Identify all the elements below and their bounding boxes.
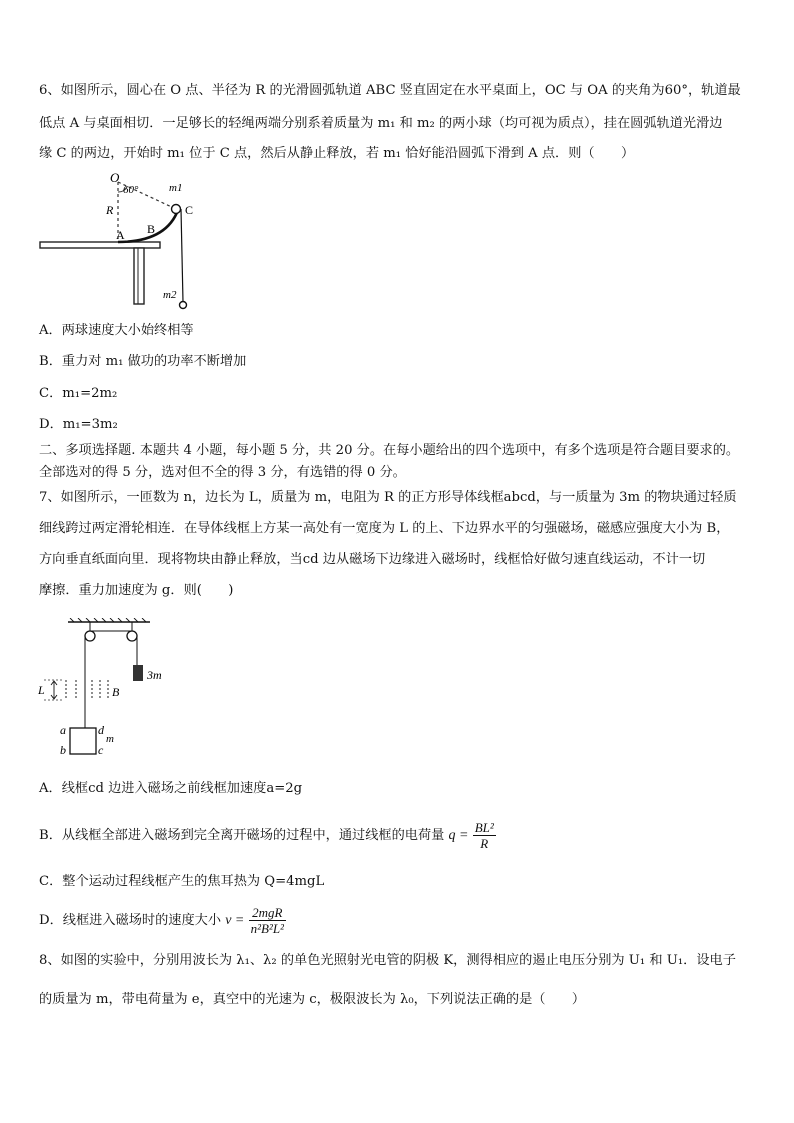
table-top — [40, 242, 160, 248]
q6-line-2: 低点 A 与桌面相切．一足够长的轻绳两端分别系着质量为 m₁ 和 m₂ 的两小球（均可视为质点），挂在圆弧轨道光滑边 — [39, 116, 723, 131]
q7-option-d-fraction — [249, 905, 286, 936]
label-L: L — [38, 683, 45, 697]
label-c: c — [98, 743, 104, 757]
ball-m2 — [180, 302, 187, 309]
label-C: C — [185, 203, 194, 217]
block-3m — [133, 665, 143, 681]
q7-line-2: 细线跨过两定滑轮相连．在导体线框上方某一高处有一宽度为 L 的上、下边界水平的匀强磁场，磁感应强度大小为 B， — [39, 521, 730, 536]
section2-line-1: 二、多项选择题. 本题共 4 小题，每小题 5 分，共 20 分。在每小题给出的四个选项中，有多个选项是符合题目要求的。 — [39, 443, 740, 458]
q7-option-b-fraction — [473, 820, 496, 851]
q7-option-b-lhs: q = — [448, 828, 469, 843]
q8-line-2: 的质量为 m，带电荷量为 e，真空中的光速为 c，极限波长为 λ₀，下列说法正确的是（ ） — [39, 992, 586, 1007]
label-m: m — [106, 733, 114, 745]
pulley-right — [127, 631, 137, 641]
q7-option-b-numerator: BL² — [474, 820, 494, 835]
q6-option-c: C．m₁=2m₂ — [39, 386, 118, 401]
table-leg — [134, 248, 144, 304]
label-d: d — [98, 723, 104, 737]
label-B: B — [147, 222, 156, 236]
q7-option-d — [39, 905, 286, 936]
q6-line-3: 缘 C 的两边，开始时 m₁ 位于 C 点，然后从静止释放，若 m₁ 恰好能沿圆弧下滑到 A 点．则（ ） — [39, 146, 635, 161]
q7-figure — [36, 618, 176, 760]
label-b: b — [60, 743, 66, 757]
q7-option-b — [39, 820, 496, 851]
label-a: a — [60, 723, 66, 737]
q7-option-d-text: D．线框进入磁场时的速度大小 — [39, 913, 222, 928]
label-angle: 60° — [123, 184, 139, 196]
rope — [181, 209, 183, 302]
q7-option-d-lhs: v = — [225, 913, 245, 928]
q7-option-c: C．整个运动过程线框产生的焦耳热为 Q=4mgL — [39, 874, 325, 889]
label-3m: 3m — [147, 668, 162, 682]
q6-option-d: D．m₁=3m₂ — [39, 417, 118, 432]
q7-line-4: 摩擦．重力加速度为 g．则( ) — [39, 583, 234, 598]
q6-figure — [38, 168, 208, 310]
q7-option-d-numerator: 2mgR — [249, 905, 286, 921]
q6-option-b: B．重力对 m₁ 做功的功率不断增加 — [39, 354, 247, 369]
label-O: O — [110, 170, 120, 185]
frame-abcd — [70, 728, 96, 754]
q7-option-b-denominator: R — [480, 836, 489, 851]
q6-option-a: A．两球速度大小始终相等 — [39, 323, 194, 338]
label-R: R — [106, 203, 114, 217]
magnetic-field — [66, 680, 108, 700]
label-B: B — [112, 685, 120, 699]
pulley-left — [85, 631, 95, 641]
q8-line-1: 8、如图的实验中，分别用波长为 λ₁、λ₂ 的单色光照射光电管的阴极 K，测得相应的遏止电压分别为 U₁ 和 U₁．设电子 — [39, 953, 736, 968]
section2-line-2: 全部选对的得 5 分，选对但不全的得 3 分，有选错的得 0 分。 — [39, 465, 406, 480]
q7-line-1: 7、如图所示，一匝数为 n，边长为 L，质量为 m，电阻为 R 的正方形导体线框abcd，与一质量为 3m 的物块通过轻质 — [39, 490, 737, 505]
label-m1: m1 — [169, 182, 183, 194]
q6-line-1: 6、如图所示，圆心在 O 点、半径为 R 的光滑圆弧轨道 ABC 竖直固定在水平桌面上，OC 与 OA 的夹角为60°，轨道最 — [39, 83, 741, 98]
label-A: A — [116, 228, 125, 242]
q7-option-b-text: B．从线框全部进入磁场到完全离开磁场的过程中，通过线框的电荷量 — [39, 828, 445, 843]
q7-option-d-denominator: n²B²L² — [250, 921, 284, 936]
label-m2: m2 — [163, 289, 177, 301]
ball-m1 — [172, 205, 181, 214]
q7-option-a: A．线框cd 边进入磁场之前线框加速度a=2g — [39, 781, 303, 796]
q7-line-3: 方向垂直纸面向里．现将物块由静止释放，当cd 边从磁场下边缘进入磁场时，线框恰好做匀速直线运动，不计一切 — [39, 552, 706, 567]
